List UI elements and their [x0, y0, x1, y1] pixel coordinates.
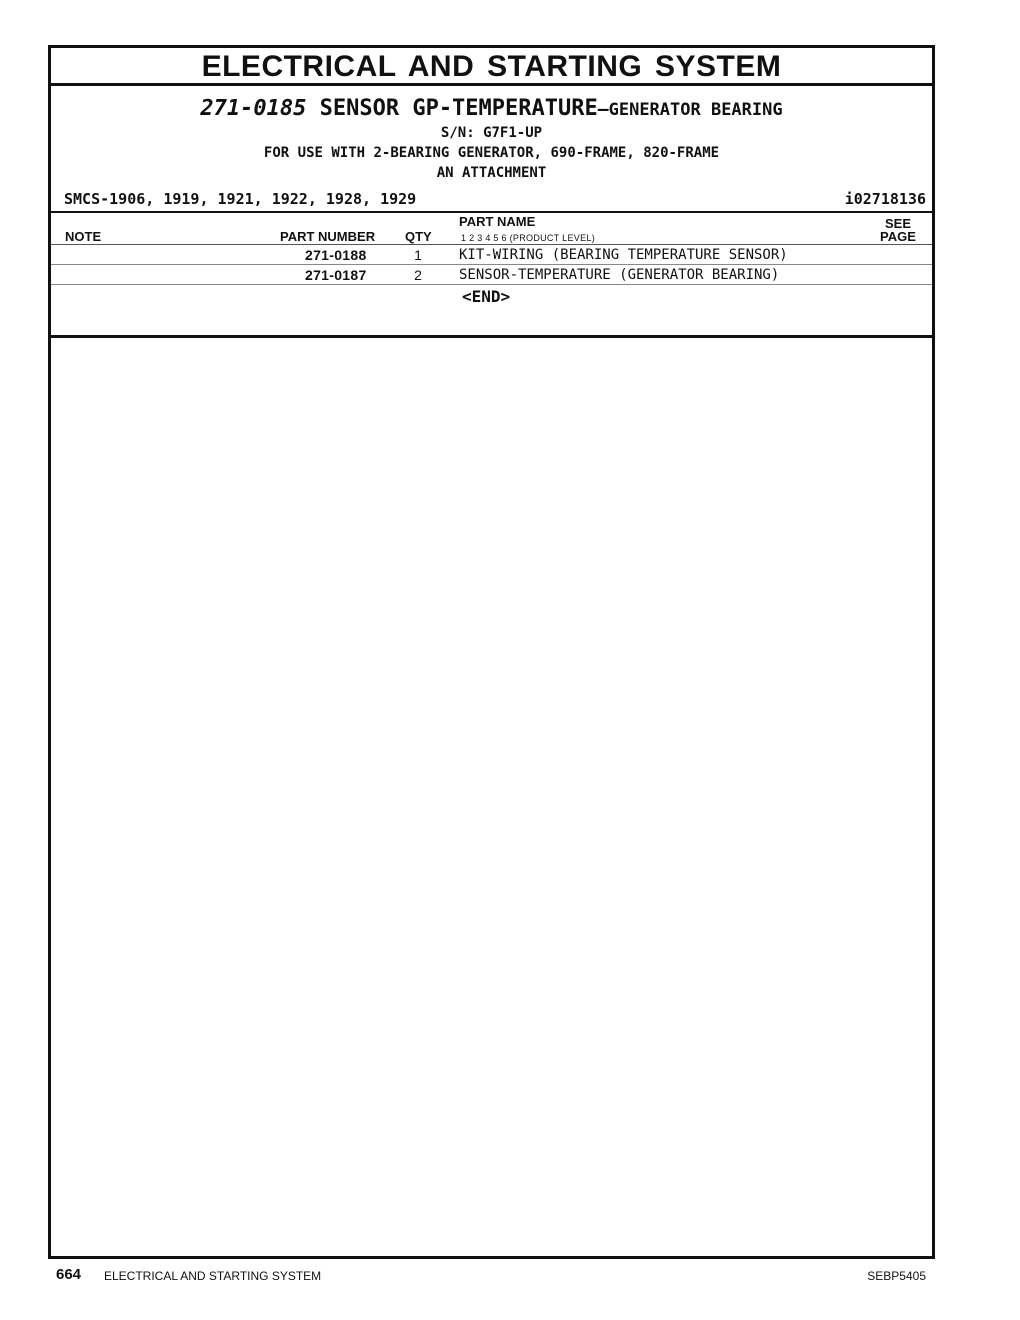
- column-page: PAGE: [880, 229, 916, 244]
- page-number: 664: [56, 1266, 82, 1283]
- footer-section: ELECTRICAL AND STARTING SYSTEM: [104, 1269, 322, 1283]
- end-marker: <END>: [462, 287, 511, 306]
- page-footer: [0, 1264, 1020, 1288]
- table-top-rule: [51, 211, 932, 213]
- column-part-number: PART NUMBER: [280, 229, 376, 244]
- group-type: AN ATTACHMENT: [436, 165, 547, 181]
- group-part-number: 271-0185: [200, 96, 307, 121]
- row-part-name: KIT-WIRING (BEARING TEMPERATURE SENSOR): [459, 247, 788, 263]
- row-part-name: SENSOR-TEMPERATURE (GENERATOR BEARING): [459, 267, 780, 283]
- column-part-name: PART NAME: [459, 214, 536, 229]
- smcs-row: [51, 187, 932, 211]
- group-header: [51, 96, 932, 183]
- section-title: ELECTRICAL AND STARTING SYSTEM: [51, 48, 932, 86]
- product-level-scale: 1 2 3 4 5 6 (PRODUCT LEVEL): [461, 233, 595, 243]
- group-dash: —: [597, 99, 609, 120]
- serial-number: S/N: G7F1-UP: [440, 125, 543, 141]
- group-title: [51, 96, 932, 123]
- group-subname: GENERATOR BEARING: [608, 100, 783, 120]
- table-row: [51, 265, 932, 284]
- column-see: SEE: [885, 216, 912, 231]
- column-qty: QTY: [405, 229, 432, 244]
- table-bottom-rule: [51, 335, 932, 338]
- row-qty: 1: [414, 247, 422, 263]
- usage-note: FOR USE WITH 2-BEARING GENERATOR, 690-FRAME, 820-FRAME: [263, 145, 720, 161]
- parts-table: [51, 211, 932, 339]
- table-row: [51, 245, 932, 264]
- row-part-number: 271-0188: [305, 247, 367, 263]
- smcs-codes: SMCS-1906, 1919, 1921, 1922, 1928, 1929: [64, 190, 417, 208]
- row-divider: [51, 284, 932, 285]
- row-part-number: 271-0187: [305, 267, 367, 283]
- group-name: SENSOR GP-TEMPERATURE: [319, 96, 598, 121]
- document-id: SEBP5405: [867, 1269, 926, 1283]
- illustration-id: i02718136: [844, 190, 926, 208]
- row-qty: 2: [414, 267, 422, 283]
- column-note: NOTE: [65, 229, 102, 244]
- page-frame: [48, 45, 935, 1259]
